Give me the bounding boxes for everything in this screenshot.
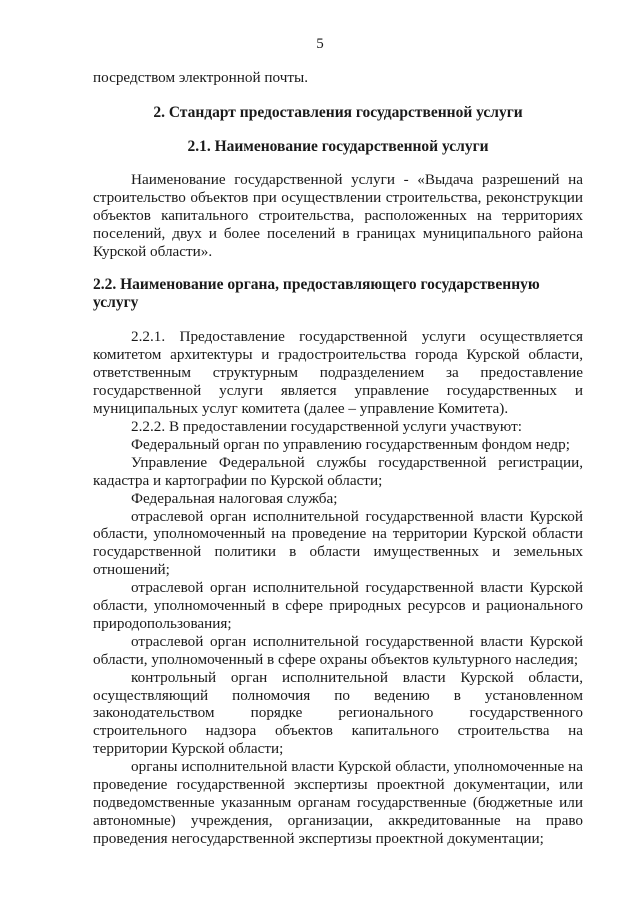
paragraph: Управление Федеральной службы государственной регистрации, кадастра и картографии по Курской области; (93, 453, 583, 489)
paragraph: отраслевой орган исполнительной государственной власти Курской области, уполномоченный в сфере охраны объектов культурного наследия; (93, 632, 583, 668)
paragraph: 2.2.1. Предоставление государственной услуги осуществляется комитетом архитектуры и градостроительства города Курской области, ответственным структурным подразделением за предоставление государственной услуги является управление государственных и муниципальных услуг комитета (далее – управление Комитета). (93, 328, 583, 418)
paragraph: отраслевой орган исполнительной государственной власти Курской области, уполномоченный на проведение на территории Курской области государственной политики в области имущественных и земельных отношений; (93, 507, 583, 579)
paragraph: Федеральный орган по управлению государственным фондом недр; (131, 435, 570, 453)
paragraph: отраслевой орган исполнительной государственной власти Курской области, уполномоченный в сфере природных ресурсов и рационального природопользования; (93, 579, 583, 632)
subsection-1-text: Наименование государственной услуги - «Выдача разрешений на строительство объектов при осуществлении строительства, реконструкции объектов капитального строительства, расположенных на территориях поселений, двух и более поселений в границах муниципального района Курской области». (93, 170, 583, 260)
paragraph: контрольный орган исполнительной власти Курской области, осуществляющий полномочия по ведению в установленном законодательством порядке регионального государственного строительного надзора объектов капитального строительства на территории Курской области; (93, 668, 583, 758)
document-body (93, 69, 583, 848)
subsection-1-title: 2.1. Наименование государственной услуги (187, 137, 489, 155)
page-number: 5 (316, 36, 324, 52)
subsection-2-title: 2.2. Наименование органа, предоставляющего государственную услугу (93, 276, 540, 312)
paragraph: органы исполнительной власти Курской области, уполномоченные на проведение государственной экспертизы проектной документации, или подведомственные указанным органам государственные (бюджетные или автономные) учреждения, организации, аккредитованные на право проведения негосударственной экспертизы проектной документации; (93, 758, 583, 847)
section-title: 2. Стандарт предоставления государственной услуги (153, 103, 523, 121)
paragraph: 2.2.2. В предоставлении государственной услуги участвуют: (131, 417, 522, 435)
continuation-text: посредством электронной почты. (93, 69, 308, 86)
paragraph: Федеральная налоговая служба; (131, 489, 338, 507)
